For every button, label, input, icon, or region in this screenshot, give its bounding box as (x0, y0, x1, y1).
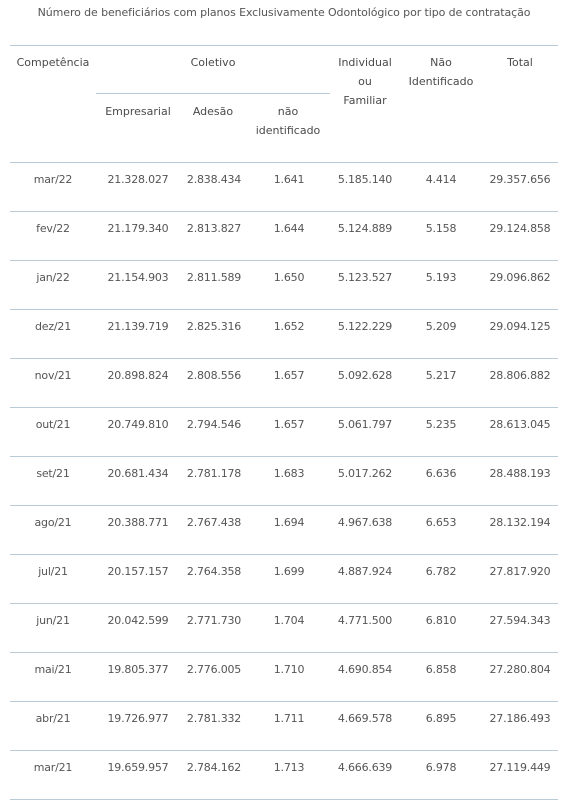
header-total: Total (507, 56, 533, 69)
row-separator (10, 309, 558, 310)
header-nao-identificado-line2: identificado (255, 124, 321, 137)
cell-adesao: 2.825.316 (186, 320, 242, 333)
cell-nao-identificado: 5.217 (425, 369, 457, 382)
cell-empresarial: 20.681.434 (107, 467, 169, 480)
cell-competencia: mai/21 (34, 663, 72, 676)
header-competencia: Competência (16, 56, 90, 69)
cell-total: 27.119.449 (489, 761, 551, 774)
row-separator (10, 554, 558, 555)
cell-nao-identificado-coletivo: 1.699 (273, 565, 305, 578)
row-separator (10, 407, 558, 408)
cell-nao-identificado-coletivo: 1.652 (273, 320, 305, 333)
cell-nao-identificado-coletivo: 1.713 (273, 761, 305, 774)
header-nao-identificado (400, 53, 482, 91)
cell-individual-familiar: 4.887.924 (337, 565, 393, 578)
cell-individual-familiar: 4.690.854 (337, 663, 393, 676)
cell-nao-identificado: 6.653 (425, 516, 457, 529)
cell-adesao: 2.764.358 (186, 565, 242, 578)
cell-competencia: dez/21 (34, 320, 72, 333)
cell-individual-familiar: 5.124.889 (337, 222, 393, 235)
cell-individual-familiar: 5.061.797 (337, 418, 393, 431)
cell-nao-identificado-coletivo: 1.657 (273, 418, 305, 431)
cell-adesao: 2.794.546 (186, 418, 242, 431)
cell-competencia: jan/22 (36, 271, 70, 284)
cell-nao-identificado: 5.193 (425, 271, 457, 284)
cell-empresarial: 19.659.957 (107, 761, 169, 774)
cell-competencia: set/21 (36, 467, 70, 480)
header-individual-line3: Familiar (343, 94, 387, 107)
table-caption: Número de beneficiários com planos Exclusivamente Odontológico por tipo de contratação (37, 6, 531, 19)
cell-competencia: mar/21 (33, 761, 73, 774)
cell-empresarial: 19.726.977 (107, 712, 169, 725)
header-coletivo: Coletivo (190, 56, 236, 69)
cell-individual-familiar: 4.669.578 (337, 712, 393, 725)
cell-nao-identificado: 6.782 (425, 565, 457, 578)
cell-nao-identificado-coletivo: 1.694 (273, 516, 305, 529)
row-separator (10, 505, 558, 506)
cell-nao-identificado-coletivo: 1.711 (273, 712, 305, 725)
row-separator (10, 260, 558, 261)
cell-nao-identificado: 5.158 (425, 222, 457, 235)
cell-nao-identificado-coletivo: 1.710 (273, 663, 305, 676)
cell-adesao: 2.767.438 (186, 516, 242, 529)
cell-competencia: jul/21 (38, 565, 68, 578)
cell-empresarial: 20.388.771 (107, 516, 169, 529)
table-bottom-border (10, 799, 558, 800)
cell-individual-familiar: 5.122.229 (337, 320, 393, 333)
coletivo-group-divider (96, 93, 330, 94)
cell-individual-familiar: 4.771.500 (337, 614, 393, 627)
cell-adesao: 2.811.589 (186, 271, 242, 284)
row-separator (10, 603, 558, 604)
header-adesao: Adesão (192, 105, 234, 118)
cell-nao-identificado-coletivo: 1.683 (273, 467, 305, 480)
cell-competencia: fev/22 (36, 222, 70, 235)
cell-empresarial: 21.328.027 (107, 173, 169, 186)
cell-nao-identificado-coletivo: 1.641 (273, 173, 305, 186)
cell-individual-familiar: 5.017.262 (337, 467, 393, 480)
cell-empresarial: 19.805.377 (107, 663, 169, 676)
cell-nao-identificado: 6.978 (425, 761, 457, 774)
cell-adesao: 2.771.730 (186, 614, 242, 627)
cell-empresarial: 21.139.719 (107, 320, 169, 333)
cell-empresarial: 20.042.599 (107, 614, 169, 627)
cell-total: 29.096.862 (489, 271, 551, 284)
cell-competencia: mar/22 (33, 173, 73, 186)
header-nao-ident-line1: Não (430, 56, 452, 69)
cell-individual-familiar: 4.967.638 (337, 516, 393, 529)
cell-empresarial: 20.157.157 (107, 565, 169, 578)
row-separator (10, 162, 558, 163)
row-separator (10, 211, 558, 212)
cell-total: 28.613.045 (489, 418, 551, 431)
cell-nao-identificado-coletivo: 1.704 (273, 614, 305, 627)
cell-total: 27.817.920 (489, 565, 551, 578)
cell-adesao: 2.838.434 (186, 173, 242, 186)
row-separator (10, 750, 558, 751)
header-nao-ident-line2: Identificado (408, 75, 474, 88)
header-individual-line1: Individual (338, 56, 392, 69)
cell-total: 27.594.343 (489, 614, 551, 627)
cell-individual-familiar: 5.092.628 (337, 369, 393, 382)
cell-individual-familiar: 4.666.639 (337, 761, 393, 774)
cell-adesao: 2.813.827 (186, 222, 242, 235)
cell-adesao: 2.781.178 (186, 467, 242, 480)
cell-total: 28.132.194 (489, 516, 551, 529)
row-separator (10, 652, 558, 653)
cell-adesao: 2.776.005 (186, 663, 242, 676)
cell-total: 27.280.804 (489, 663, 551, 676)
cell-total: 27.186.493 (489, 712, 551, 725)
cell-total: 28.488.193 (489, 467, 551, 480)
cell-adesao: 2.784.162 (186, 761, 242, 774)
cell-empresarial: 20.749.810 (107, 418, 169, 431)
cell-nao-identificado: 6.858 (425, 663, 457, 676)
cell-empresarial: 21.179.340 (107, 222, 169, 235)
header-nao-identificado-line1: não (277, 105, 299, 118)
cell-nao-identificado-coletivo: 1.644 (273, 222, 305, 235)
header-individual-familiar (330, 53, 400, 110)
cell-empresarial: 21.154.903 (107, 271, 169, 284)
cell-total: 29.094.125 (489, 320, 551, 333)
header-empresarial: Empresarial (105, 105, 171, 118)
cell-competencia: out/21 (35, 418, 71, 431)
cell-nao-identificado: 5.209 (425, 320, 457, 333)
row-separator (10, 456, 558, 457)
cell-total: 28.806.882 (489, 369, 551, 382)
cell-adesao: 2.808.556 (186, 369, 242, 382)
cell-competencia: ago/21 (34, 516, 72, 529)
cell-nao-identificado: 6.636 (425, 467, 457, 480)
cell-nao-identificado: 4.414 (425, 173, 457, 186)
cell-individual-familiar: 5.185.140 (337, 173, 393, 186)
cell-nao-identificado-coletivo: 1.650 (273, 271, 305, 284)
header-individual-line2: ou (358, 75, 372, 88)
row-separator (10, 358, 558, 359)
cell-nao-identificado: 6.895 (425, 712, 457, 725)
cell-nao-identificado: 6.810 (425, 614, 457, 627)
header-nao-identificado-coletivo (246, 102, 330, 140)
cell-competencia: abr/21 (35, 712, 71, 725)
cell-nao-identificado-coletivo: 1.657 (273, 369, 305, 382)
cell-empresarial: 20.898.824 (107, 369, 169, 382)
cell-total: 29.124.858 (489, 222, 551, 235)
cell-competencia: nov/21 (34, 369, 72, 382)
cell-total: 29.357.656 (489, 173, 551, 186)
cell-individual-familiar: 5.123.527 (337, 271, 393, 284)
row-separator (10, 701, 558, 702)
table-top-border (10, 45, 558, 46)
cell-adesao: 2.781.332 (186, 712, 242, 725)
cell-nao-identificado: 5.235 (425, 418, 457, 431)
cell-competencia: jun/21 (36, 614, 70, 627)
